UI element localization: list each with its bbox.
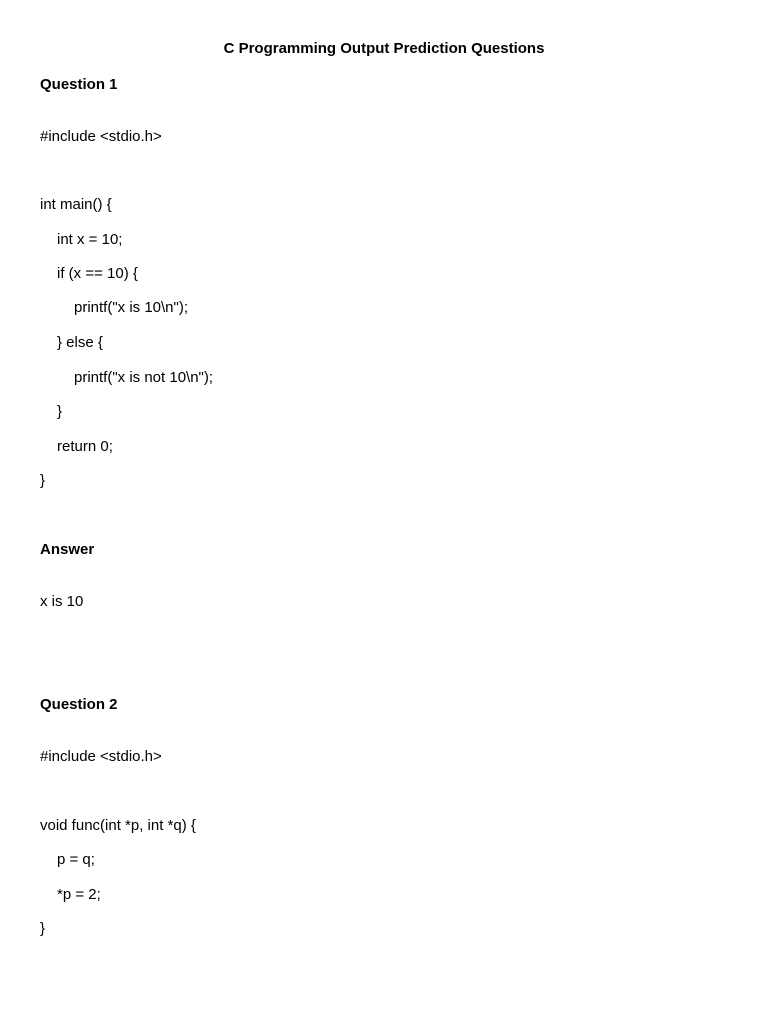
code-line: int main() { [40, 196, 112, 213]
code-line: void func(int *p, int *q) { [40, 817, 196, 834]
code-line: return 0; [57, 438, 113, 455]
code-line: *p = 2; [57, 886, 101, 903]
code-line: #include <stdio.h> [40, 128, 162, 145]
document-title: C Programming Output Prediction Questions [223, 40, 545, 57]
code-line: if (x == 10) { [57, 265, 138, 282]
code-line: int x = 10; [57, 231, 123, 248]
answer-text: x is 10 [40, 593, 84, 610]
code-line: } [40, 920, 46, 937]
code-line: } [57, 403, 63, 420]
code-line: } [40, 472, 46, 489]
code-line: } else { [57, 334, 103, 351]
code-line: p = q; [57, 851, 95, 868]
answer-heading: Answer [40, 541, 95, 558]
question-2-heading: Question 2 [40, 696, 118, 713]
question-1-heading: Question 1 [40, 76, 118, 93]
code-line: #include <stdio.h> [40, 748, 162, 765]
code-line: printf("x is 10\n"); [74, 299, 189, 316]
code-line: printf("x is not 10\n"); [74, 369, 214, 386]
